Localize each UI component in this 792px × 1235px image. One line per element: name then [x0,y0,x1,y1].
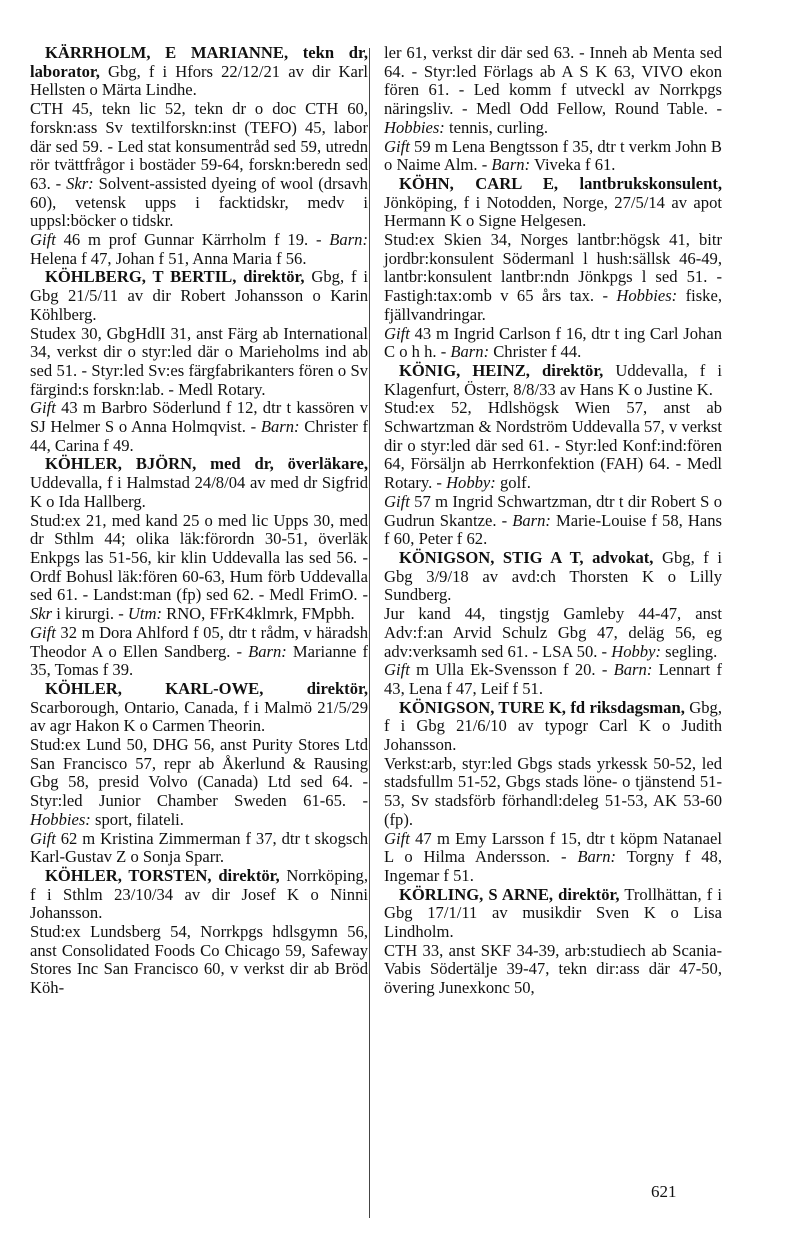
label-barn: Barn: [248,641,287,661]
label-barn: Barn: [613,660,653,680]
family-text: Lennart f 43, Lena f 47, Leif f 51. [384,660,722,698]
label-gift: Gift [384,136,410,156]
entry-head [30,455,368,511]
entry-family [384,325,722,362]
page-number: 621 [651,1182,677,1201]
family-text: Torgny f 48, Ingemar f 51. [384,847,722,885]
entry-name: KÄRRHOLM, E MARIANNE, [44,43,289,62]
entry-title: direktör, [529,360,604,380]
entry-career: Studex 30, GbgHdlI 31, anst Färg ab International 34, verkst dir o styr:led där o Marieholms ind ab sed 51. - Styr:led Sv:es färgfabrikanters fören o Sv färgind:s forskn:lab. - Medl Rotary. [30,323,368,399]
entry-head [384,175,722,231]
entry-career: CTH 33, anst SKF 34-39, arb:studiech ab Scania-Vabis Södertälje 39-47, tekn dir:ass där 47-50, övering Junexkonc 50, [384,940,722,998]
right-column [384,44,722,998]
label-gift: Gift [30,622,56,642]
entry-title: lantbrukskonsulent, [558,173,722,193]
entry-family [384,493,722,549]
career-text: Stud:ex Skien 34, Norges lantbr:högsk 41, bitr jordbr:konsulent Södermanl l hush:sällsk 46-49, lantbr:konsulent lantbr:ndn Jönkpgs l sed 51. - Fastigh:tax:omb v 65 års tax. - [384,230,722,306]
family-text: Marie-Louise f 58, Hans f 60, Peter f 62. [384,510,722,549]
career-text: sport, filateli. [90,809,184,829]
entry-head [30,44,368,100]
family-text: 43 m Ingrid Carlson f 16, dtr t ing Carl Johan C o h h. - [384,323,722,362]
entry-title: direktör, [236,267,305,287]
career-text: Jur kand 44, tingstjg Gamleby 44-47, anst Adv:f:an Arvid Schulz Gbg 47, deläg 56, eg adv:verksamh sed 61. - LSA 50. - [384,604,722,661]
entry-career: Verkst:arb, styr:led Gbgs stads yrkessk 50-52, led stadsfullm 51-52, Gbgs stads löne- o tjänstend 51-53, Sv stadsförb förhandl:deleg 51-53, AK 53-60 (fp). [384,753,722,829]
label-barn: Barn: [491,155,531,175]
entry-name: KÖNIGSON, STIG A T, [398,547,584,567]
family-text: 62 m Kristina Zimmerman f 37, dtr t skogsch Karl-Gustav Z o Sonja Sparr. [30,828,368,867]
entry-head [384,362,722,399]
career-text: golf. [495,473,531,493]
label-barn: Barn: [329,230,368,250]
entry-intro: Gbg, f i Gbg 3/9/18 av avd:ch Thorsten K o Lilly Sundberg. [384,547,723,605]
career-text: CTH 45, tekn lic 52, tekn dr o doc CTH 60, forskn:ass Sv textilforskn:inst (TEFO) 45, labor där sed 59. - Led stat konsumentråd sed 59, utredn rör tvättfrågor i bostäder 59-64, forskn:beredn sed 63. - [30,99,368,193]
entry-family [30,231,368,268]
entry-title: tekn dr, laborator, [30,43,368,81]
family-text: Viveka f 61. [530,155,616,175]
entry-kohler-bjorn [30,455,368,679]
entry-name: KÖHLER, TORSTEN, [44,865,212,885]
entry-career: Stud:ex Lundsberg 54, Norrkpgs hdlsgymn 56, anst Consolidated Foods Co Chicago 59, Safeway Stores Inc San Francisco 60, v verkst dir ab Bröd Köh- [30,922,368,998]
entry-kohler-torsten-cont [384,44,722,175]
entry-career [30,512,368,624]
entry-title: med dr, överläkare, [196,454,368,474]
label-gift: Gift [384,660,410,680]
entry-family [384,661,722,698]
entry-head [30,680,368,736]
label-hobbies: Hobbies: [616,286,678,306]
column-divider [369,48,370,1218]
entry-konig [384,362,722,549]
family-text: Christer f 44, Carina f 49. [30,417,368,455]
career-text: Stud:ex 52, Hdlshögsk Wien 57, anst ab Schwartzman & Nordström Uddevalla 57, v verkst dir o styr:led där sed 61. - Styr:led Konf:ind:fören 64, Försäljn ab Herrkonfektion (FAH) 64. - Medl Rotary. - [384,398,722,493]
entry-career [384,399,722,493]
family-text: Marianne f 35, Tomas f 39. [30,641,368,680]
entry-kohler-karl-owe [30,680,368,867]
entry-intro: Uddevalla, f i Klagenfurt, Österr, 8/8/33 av Hans K o Justine K. [384,360,722,399]
entry-intro: Jönköping, f i Notodden, Norge, 27/5/14 av apot Hermann K o Signe Helgesen. [384,192,722,231]
entry-name: KÖRLING, S ARNE, [398,884,554,904]
label-barn: Barn: [260,417,300,437]
entry-title: direktör, [553,884,620,904]
family-text: 59 m Lena Bengtsson f 35, dtr t verkm John B o Naime Alm. - [384,136,722,175]
entry-head [384,886,722,942]
career-text: Solvent-assisted dyeing of wool (drsavh 60), vetensk upps i facktidskr, medv i uppsl:böcker o tidskr. [30,173,368,231]
career-text: fiske, fjällvandringar. [384,286,722,324]
label-hobby: Hobby: [446,473,496,493]
entry-name: KÖHLBERG, T BERTIL, [44,267,237,287]
career-text: Stud:ex 21, med kand 25 o med lic Upps 30, med dr Sthlm 44; olika läk:förordn 30-51, överläk Enkpgs las 51-56, kir klin Uddevalla las sed 56. - Ordf Bohusl läk:fören 60-63, Hum förb Uddevalla sed 61. - Landst:man (fp) sed 62. - Medl FrimO. - [30,510,368,605]
entry-title: direktör, [211,865,280,885]
label-gift: Gift [30,828,56,848]
career-text: i kirurgi. - [52,604,128,624]
label-utm: Utm: [127,604,162,624]
label-skr: Skr: [66,173,94,193]
family-text: 57 m Ingrid Schwartzman, dtr t dir Robert S o Gudrun Skantze. - [384,491,722,530]
entry-head [384,699,722,755]
entry-konigson-stig [384,549,722,699]
entry-intro: Norrköping, f i Sthlm 23/10/34 av dir Josef K o Ninni Johansson. [30,865,368,923]
entry-intro: Uddevalla, f i Halmstad 24/8/04 av med dr Sigfrid K o Ida Hallberg. [30,473,368,511]
label-gift: Gift [30,230,56,250]
family-text: 47 m Emy Larsson f 15, dtr t köpm Natanael L o Hilma Andersson. - [384,828,722,867]
family-text: 43 m Barbro Söderlund f 12, dtr t kassören v SJ Helmer S o Anna Holmqvist. - [30,398,368,437]
label-hobbies: Hobbies: [384,117,445,137]
family-text: Helena f 47, Johan f 51, Anna Maria f 56. [30,248,307,268]
label-barn: Barn: [450,342,490,362]
entry-name: KÖHLER, BJÖRN, [44,454,197,474]
career-text: ler 61, verkst dir där sed 63. - Inneh ab Menta sed 64. - Styr:led Förlags ab A S K 63, VIVO ekon fören 61. - Led komm f utveckl av Norrkpgs näringsliv. - Medl Odd Fellow, Round Table. - [384,43,722,119]
label-skr: Skr [30,604,53,624]
entry-name: KÖNIG, HEINZ, [398,360,530,380]
career-text: Stud:ex Lund 50, DHG 56, anst Purity Stores Ltd San Francisco 57, repr ab Åkerlund & Rausing Gbg 58, presid Volvo (Canada) Ltd sed 64. - Styr:led Junior Chamber Sweden 61-65. - [30,735,368,811]
entry-family [384,138,722,175]
entry-korling [384,886,722,998]
entry-family [30,830,368,867]
family-text: m Ulla Ek-Svensson f 20. - [409,660,614,680]
family-text: Christer f 44. [489,342,582,362]
entry-kohlberg [30,268,368,455]
entry-head [30,867,368,923]
entry-family [30,399,368,455]
label-hobby: Hobby: [611,641,661,661]
entry-name: KÖHN, CARL E, [398,173,559,193]
label-barn: Barn: [512,510,551,530]
entry-kohler-torsten [30,867,368,998]
entry-family [384,830,722,886]
entry-karrholm [30,44,368,268]
entry-intro: Trollhättan, f i Gbg 17/1/11 av musikdir Sven K o Lisa Lindholm. [384,884,723,942]
entry-name: KÖHLER, KARL-OWE, [44,678,264,698]
label-barn: Barn: [577,847,617,867]
entry-title: fd riksdagsman, [565,697,685,717]
label-gift: Gift [384,491,410,511]
entry-career [384,605,722,661]
entry-title: direktör, [263,678,368,698]
career-text: segling. [660,641,718,661]
entry-career [30,736,368,830]
entry-title: advokat, [583,547,654,567]
family-text: 46 m prof Gunnar Kärrholm f 19. - [55,230,330,250]
label-gift: Gift [384,323,410,343]
entry-name: KÖNIGSON, TURE K, [398,697,566,717]
career-text: tennis, curling. [444,117,549,137]
left-column [30,44,368,998]
entry-intro: Gbg, f i Gbg 21/6/10 av typogr Carl K o Judith Johansson. [384,697,722,755]
entry-career [384,231,722,325]
entry-konigson-ture [384,699,722,886]
entry-intro: Gbg, f i Gbg 21/5/11 av dir Robert Johansson o Karin Köhlberg. [30,267,368,324]
label-gift: Gift [384,828,410,848]
label-hobbies: Hobbies: [30,809,91,829]
entry-intro: Scarborough, Ontario, Canada, f i Malmö 21/5/29 av agr Hakon K o Carmen Theorin. [30,697,368,736]
career-text: RNO, FFrK4klmrk, FMpbh. [161,604,355,624]
entry-career [30,100,368,231]
entry-family [30,624,368,680]
entry-career [384,44,722,138]
label-gift: Gift [30,398,56,418]
entry-head [30,268,368,324]
entry-kohn [384,175,722,362]
family-text: 32 m Dora Ahlford f 05, dtr t rådm, v häradsh Theodor A o Ellen Sandberg. - [30,622,368,661]
entry-intro: Gbg, f i Hfors 22/12/21 av dir Karl Hellsten o Märta Lindhe. [30,61,368,100]
entry-head [384,549,722,605]
